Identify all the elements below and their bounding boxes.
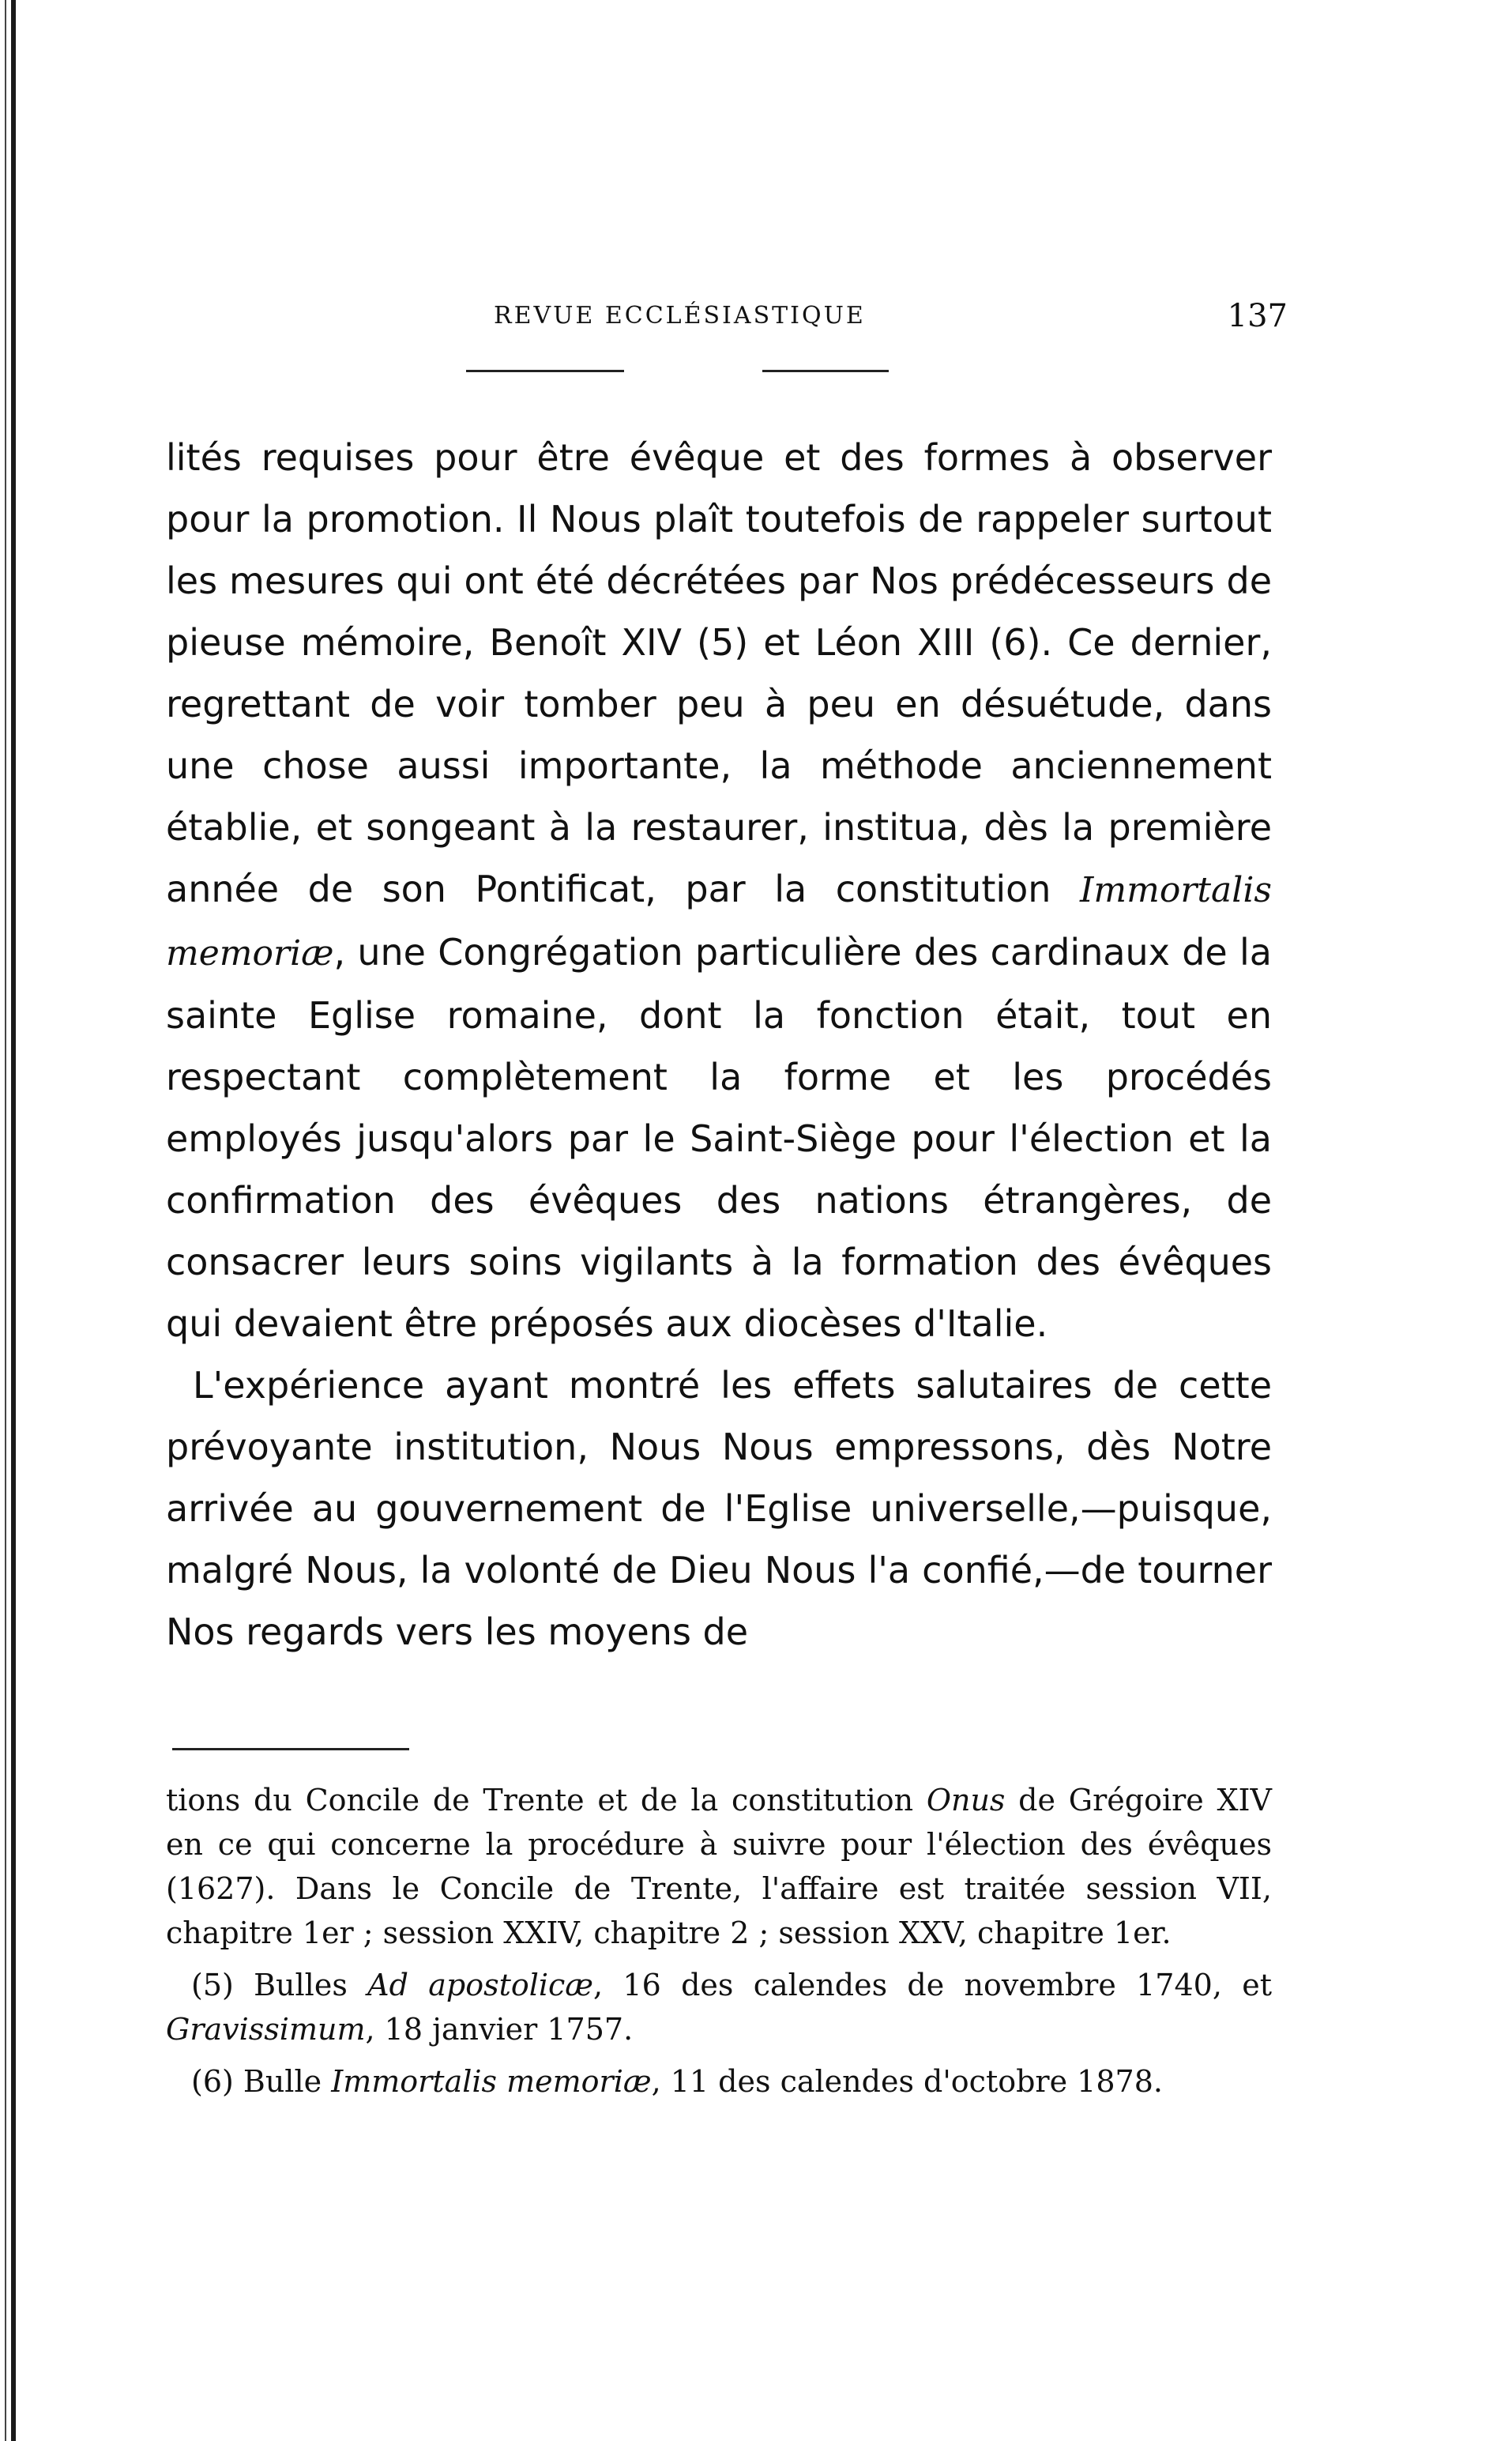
header-rule-right — [762, 370, 889, 372]
footnote-5-title-a: Ad apostolicæ — [367, 1968, 594, 2002]
footnote-continuation — [166, 1778, 1272, 1955]
header-rule-left — [466, 370, 624, 372]
main-text — [166, 427, 1272, 1663]
paragraph-1-text-b: , une Congrégation particulière des cardinaux de la sainte Eglise romaine, dont la fonction était, tout en respectant complètement la forme et les procédés employés jusqu'alors par le Saint-Siège pour l'élection et la confirmation des évêques des nations étrangères, de consacrer leurs soins vigilants à la formation des évêques qui devaient être préposés aux diocèses d'Italie. — [166, 931, 1272, 1345]
footnote-6-text-b: , 11 des calendes d'octobre 1878. — [651, 2064, 1163, 2099]
footnote-5-text-a: (5) Bulles — [191, 1968, 368, 2002]
footnotes — [166, 1778, 1272, 2111]
footnote-continuation-text-b: de Grégoire XIV en ce qui concerne la procédure à suivre pour l'élection des évêques (1627). Dans le Concile de Trente, l'affaire est traitée session VII, chapitre 1er ; session XXIV, chapitre 2 ; session XXV, chapitre 1er. — [166, 1783, 1273, 1950]
footnote-rule — [172, 1748, 409, 1750]
paragraph-1 — [166, 427, 1272, 1354]
footnote-6-title: Immortalis memoriæ — [331, 2064, 652, 2099]
footnote-6 — [166, 2059, 1272, 2104]
paragraph-1-title: Immortalis memoriæ — [166, 870, 1272, 974]
footnote-continuation-text-a: tions du Concile de Trente et de la constitution — [166, 1783, 927, 1818]
footnote-continuation-title: Onus — [926, 1783, 1006, 1818]
footnote-5 — [166, 1963, 1272, 2051]
paragraph-1-text-a: lités requises pour être évêque et des formes à observer pour la promotion. Il Nous plaît toutefois de rappeler surtout les mesures qui ont été décrétées par Nos prédécesseurs de pieuse mémoire, Benoît XIV (5) et Léon XIII (6). Ce dernier, regrettant de voir tomber peu à peu en désuétude, dans une chose aussi importante, la méthode anciennement établie, et songeant à la restaurer, institua, dès la première année de son Pontificat, par la constitution — [166, 436, 1272, 910]
page-number: 137 — [1227, 298, 1288, 334]
footnote-5-text-c: , 18 janvier 1757. — [365, 2012, 634, 2047]
page-binding-edge-thin — [5, 0, 6, 2441]
running-title: REVUE ECCLÉSIASTIQUE — [494, 302, 866, 330]
footnote-6-text-a: (6) Bulle — [191, 2064, 332, 2099]
paragraph-2: L'expérience ayant montré les effets salutaires de cette prévoyante institution, Nous Nous empressons, dès Notre arrivée au gouvernement de l'Eglise universelle,—puisque, malgré Nous, la volonté de Dieu Nous l'a confié,—de tourner Nos regards vers les moyens de — [166, 1364, 1272, 1653]
page-binding-edge — [11, 0, 16, 2441]
footnote-5-text-b: , 16 des calendes de novembre 1740, et — [593, 1968, 1272, 2002]
running-head — [166, 292, 1288, 340]
footnote-5-title-b: Gravissimum — [166, 2012, 366, 2047]
